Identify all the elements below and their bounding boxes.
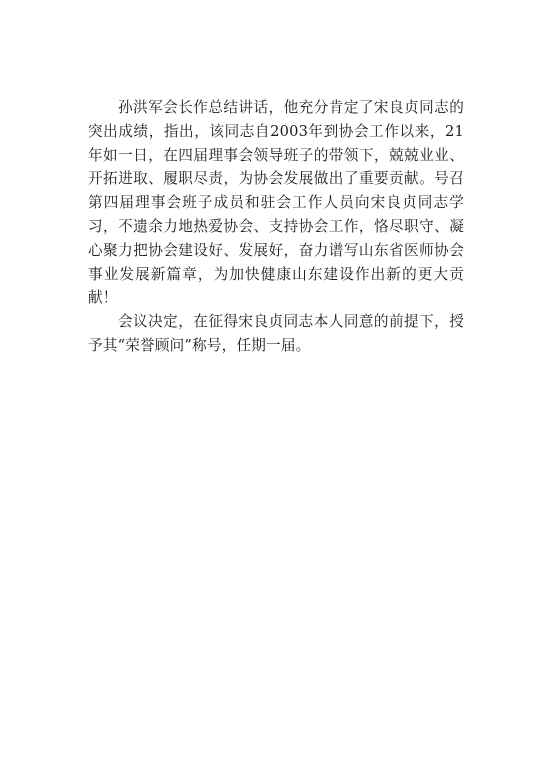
paragraph-meeting-decision: 会议决定，在征得宋良贞同志本人同意的前提下，授予其“荣誉顾问”称号，任期一届。	[88, 313, 464, 354]
paragraph-speech-summary: 孙洪军会长作总结讲话，他充分肯定了宋良贞同志的突出成绩，指出，该同志自2003年到协会工作以来，21年如一日，在四届理事会领导班子的带领下，兢兢业业、开拓进取、履职尽责，为协会发展做出了重要贡献。号召第四届理事会班子成员和驻会工作人员向宋良贞同志学习，不遗余力地热爱协会、支持协会工作，恪尽职守、凝心聚力把协会建设好、发展好，奋力谱写山东省医师协会事业发展新篇章，为加快健康山东建设作出新的更大贡献！	[88, 99, 464, 307]
document-body	[88, 96, 464, 358]
